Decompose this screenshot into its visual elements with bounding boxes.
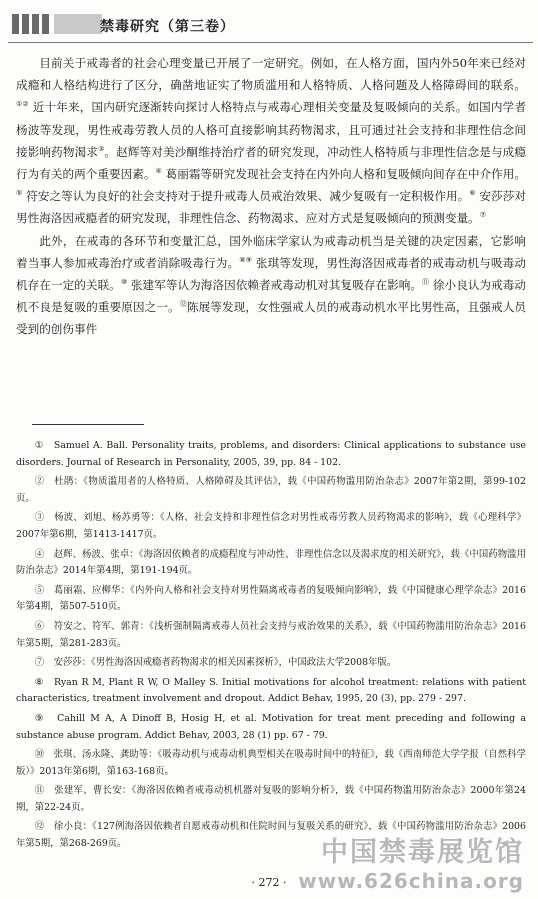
footnote: ② 杜鹃：《物质滥用者的人格特质、人格障碍及其评估》，载《中国药物滥用防治杂志》2007年第2期，第99-102页。 xyxy=(16,476,526,504)
watermark-url: www.626china.org xyxy=(298,869,524,893)
footnote: ③ 杨波、刘旭、杨苏勇等：《人格、社会支持和非理性信念对男性戒毒劳教人员药物渴求的影响》，载《心理科学》2007年第6期，第1413-1417页。 xyxy=(16,512,526,540)
header-bar-decoration xyxy=(22,14,29,34)
header-bar-decoration xyxy=(42,14,49,34)
footnote-ref[interactable]: ⑪ xyxy=(422,278,430,287)
footnote-ref[interactable]: ③ xyxy=(98,144,105,153)
footnote: ④ 赵辉、杨波、张卓：《海洛因依赖者的成瘾程度与冲动性、非理性信念以及渴求度的相关研究》，载《中国药物滥用防治杂志》2014年第4期，第191-194页。 xyxy=(16,548,526,577)
footnote: ⑦ 安莎莎：《男性海洛因戒瘾者药物渴求的相关因素探析》，中国政法大学2008年版。 xyxy=(34,657,397,669)
footnote-ref[interactable]: ④ xyxy=(155,167,162,176)
page-number: · 272 · xyxy=(251,876,287,889)
body-text xyxy=(16,52,526,341)
footnote: ⑩ 张琪、汤永隆、龚助等：《吸毒动机与戒毒动机典型相关在吸毒时间中的特征》，载《西南师范大学学报（自然科学版）》2013年第6期，第163-168页。 xyxy=(16,749,526,777)
footnote-ref[interactable]: ⑥ xyxy=(469,189,476,198)
footnotes xyxy=(16,438,526,856)
footnote: ⑧ Ryan R M, Plant R W, O Malley S. Initial motivations for alcohol treatment: relations with patient characteristics, treatment involvement and dropout. Addict Behav, 1995, 20 (3), pp. 279 - 297. xyxy=(16,676,527,705)
footnote: ⑫ 徐小良：《127例海洛因依赖者自愿戒毒动机和住院时间与复吸关系的研究》，载《中国药物滥用防治杂志》2006年第5期，第268-269页。 xyxy=(16,821,526,850)
footnote: ⑥ 符安之、符军、郭青：《浅析强制隔离戒毒人员社会支持与戒治效果的关系》，载《中国药物滥用防治杂志》2016年第5期，第281-283页。 xyxy=(16,620,526,649)
watermark-title: 中国禁毒展览馆 xyxy=(321,837,524,868)
footnote: ① Samuel A. Ball. Personality traits, problems, and disorders: Clinical applications to substance use disorders. Journal of Research in Personality, 2005, 39, pp. 84 - 102. xyxy=(16,440,526,468)
footnote-ref[interactable]: ⑫ xyxy=(179,300,187,309)
footnote-ref[interactable]: ⑤ xyxy=(16,189,23,198)
footnote-divider xyxy=(32,424,144,425)
footnote: ⑤ 葛丽霜、应柳华：《内外向人格和社会支持对男性隔离戒毒者的复吸倾向影响》，载《中国健康心理学杂志》2016年第4期，第507-510页。 xyxy=(16,584,526,613)
paragraph: 此外，在戒毒的各环节和变量汇总，国外临床学家认为戒毒动机当是关键的决定因素，它影响着当事人参加戒毒治疗或者消除吸毒行为。⑧⑨ 张琪等发现，男性海洛因戒毒者的戒毒动机与吸毒动机存在一定的关联。⑩ 张建军等认为海洛因依赖者戒毒动机对其复吸存在影响。⑪ 徐小良认为戒毒动机不良是复吸的重要原因之一。⑫陈展等发现，女性强戒人员的戒毒动机水平比男性高，且强戒人员受到的创伤事件 xyxy=(16,233,527,337)
footnote: ⑪ 张建军、曹长安：《海洛因依赖者戒毒动机机器对复吸的影响分析》，载《中国药物滥用防治杂志》2000年第24期，第22-24页。 xyxy=(16,785,526,813)
watermark xyxy=(298,830,524,893)
header-bar-decoration xyxy=(12,14,19,34)
header-title: 禁毒研究（第三卷） xyxy=(100,19,235,35)
footnote-ref[interactable]: ①② xyxy=(16,100,29,109)
header-band-decoration xyxy=(54,14,102,34)
running-header xyxy=(8,8,533,43)
footnote: ⑨ Cahill M A, A Dinoff B, Hosig H, et al. Motivation for treat ment preceding and following a substance abuse program. Addict Behav, 2003, 28 (1) pp. 67 - 79. xyxy=(16,712,526,741)
footnote-ref[interactable]: ⑦ xyxy=(479,211,487,220)
header-bar-decoration xyxy=(32,14,39,34)
footnote-ref[interactable]: ⑩ xyxy=(120,278,128,287)
footnote-ref[interactable]: ⑧⑨ xyxy=(239,255,253,264)
paragraph: 目前关于戒毒者的社会心理变量已开展了一定研究。例如，在人格方面，国内外50年来已经对成瘾和人格结构进行了区分，确凿地证实了物质滥用和人格特质、人格问题及人格障碍间的联系。①② 近十年来，国内研究逐渐转向探讨人格特点与戒毒心理相关变量及复吸倾向的关系。如国内学者杨波等发现，男性戒毒劳教人员的人格可直接影响其药物渴求，且可通过社会支持和非理性信念间接影响药物渴求③。赵辉等对美沙酮维持治疗者的研究发现，冲动性人格特质与非理性信念是与成瘾行为有关的两个重要因素。④ 葛丽霜等研究发现社会支持在内外向人格和复吸倾向间存在中介作用。⑤ 符安之等认为良好的社会支持对于提升戒毒人员戒治效果、减少复吸有一定积极作用。⑥ 安莎莎对男性海洛因戒瘾者的研究发现，非理性信念、药物渴求、应对方式是复吸倾向的预测变量。⑦ xyxy=(16,56,527,226)
